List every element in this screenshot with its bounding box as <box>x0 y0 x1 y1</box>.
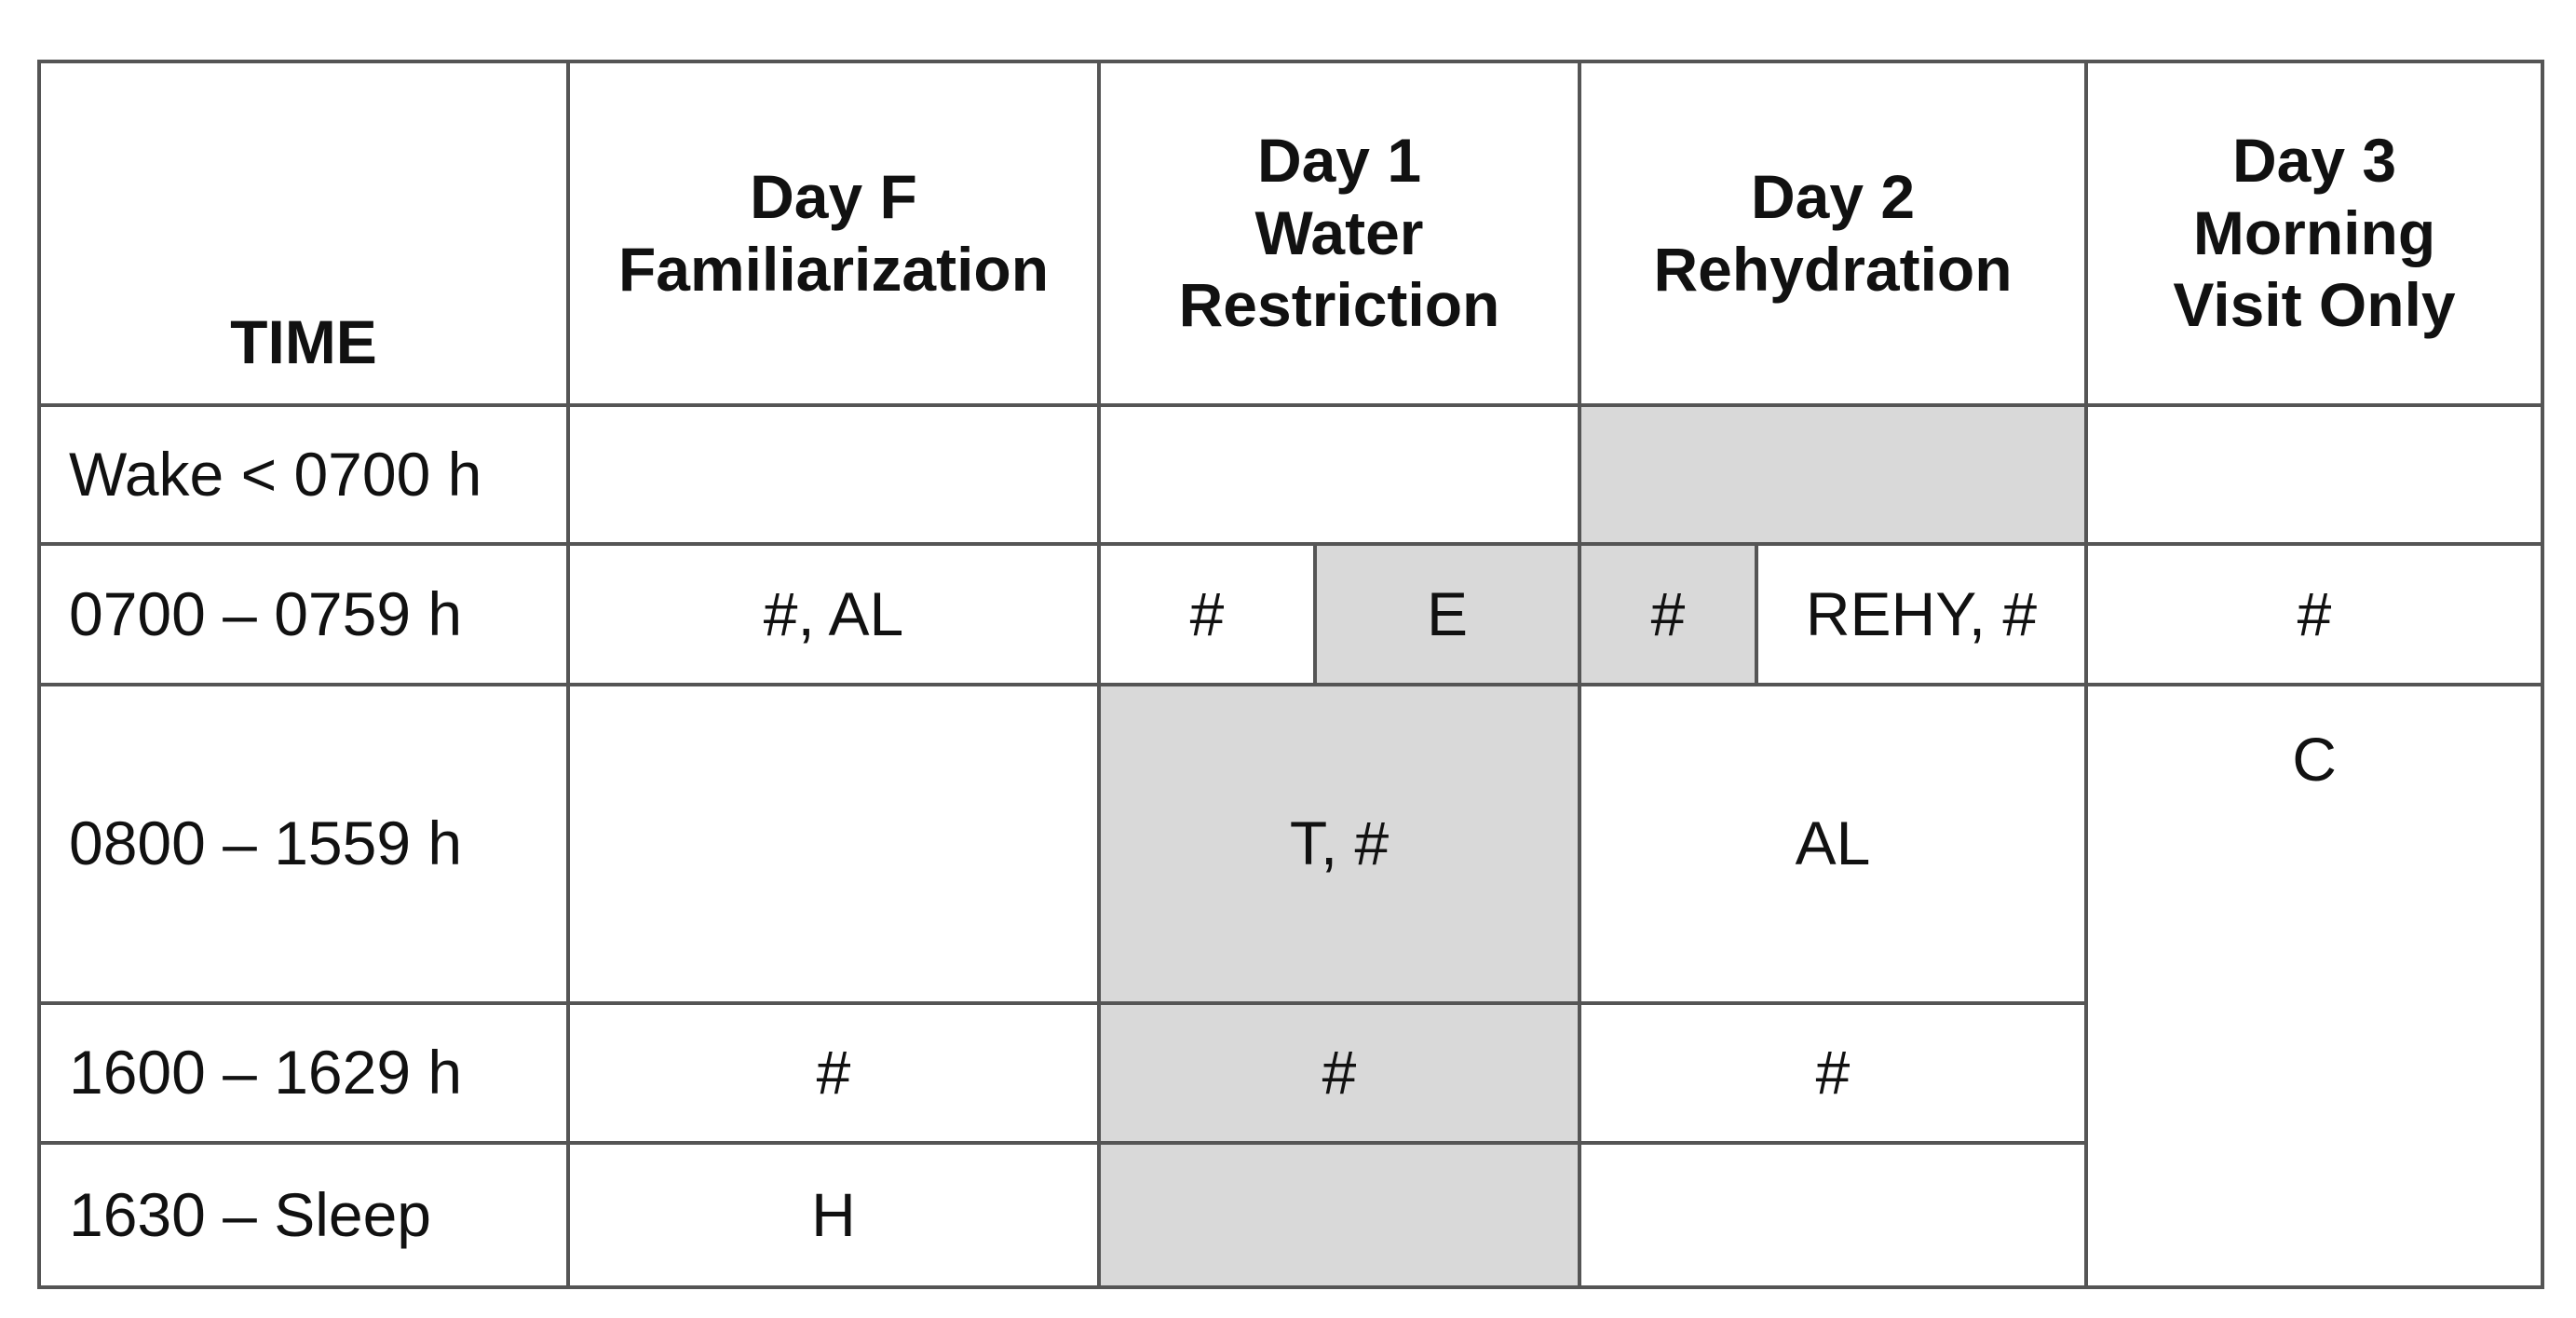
cell-0800-day-3: C <box>2086 685 2542 1287</box>
header-day-1-line1: Day 1 <box>1256 125 1422 195</box>
cell-0700-day-2-a: # <box>1579 544 1756 685</box>
cell-0700-day-1-b: E <box>1315 544 1579 685</box>
time-1600: 1600 – 1629 h <box>39 1003 568 1143</box>
cell-0700-day-f: #, AL <box>568 544 1099 685</box>
header-day-1-line3: Restriction <box>1178 270 1500 340</box>
header-day-1 <box>1099 61 1579 405</box>
header-day-2-line1: Day 2 <box>1750 161 1916 231</box>
cell-1600-day-1: # <box>1099 1003 1579 1143</box>
cell-0800-day-f <box>568 685 1099 1003</box>
cell-wake-day-2 <box>1579 405 2086 544</box>
header-day-f-line1: Day F <box>750 161 917 231</box>
cell-0800-day-2: AL <box>1579 685 2086 1003</box>
header-day-1-line2: Water <box>1254 197 1424 267</box>
header-time: TIME <box>39 61 568 405</box>
cell-0700-day-1-a: # <box>1099 544 1315 685</box>
row-wake <box>39 405 2542 544</box>
header-day-2-line2: Rehydration <box>1653 234 2013 304</box>
schedule-table <box>37 60 2544 1289</box>
cell-1600-day-2: # <box>1579 1003 2086 1143</box>
header-row <box>39 61 2542 405</box>
cell-wake-day-1 <box>1099 405 1579 544</box>
row-0800 <box>39 685 2542 1003</box>
time-1630: 1630 – Sleep <box>39 1143 568 1287</box>
cell-1630-day-1 <box>1099 1143 1579 1287</box>
header-day-3-line1: Day 3 <box>2231 125 2397 195</box>
cell-0800-day-1: T, # <box>1099 685 1579 1003</box>
cell-0700-day-2-b: REHY, # <box>1756 544 2086 685</box>
cell-1630-day-f: H <box>568 1143 1099 1287</box>
time-wake: Wake < 0700 h <box>39 405 568 544</box>
cell-wake-day-f <box>568 405 1099 544</box>
cell-1600-day-f: # <box>568 1003 1099 1143</box>
header-day-3-line3: Visit Only <box>2173 270 2456 340</box>
header-day-f <box>568 61 1099 405</box>
header-day-3-line2: Morning <box>2192 197 2436 267</box>
cell-wake-day-3 <box>2086 405 2542 544</box>
row-0700 <box>39 544 2542 685</box>
time-0800: 0800 – 1559 h <box>39 685 568 1003</box>
header-day-3 <box>2086 61 2542 405</box>
cell-0700-day-3: # <box>2086 544 2542 685</box>
cell-1630-day-2 <box>1579 1143 2086 1287</box>
time-0700: 0700 – 0759 h <box>39 544 568 685</box>
header-day-2 <box>1579 61 2086 405</box>
header-day-f-line2: Familiarization <box>617 234 1050 304</box>
